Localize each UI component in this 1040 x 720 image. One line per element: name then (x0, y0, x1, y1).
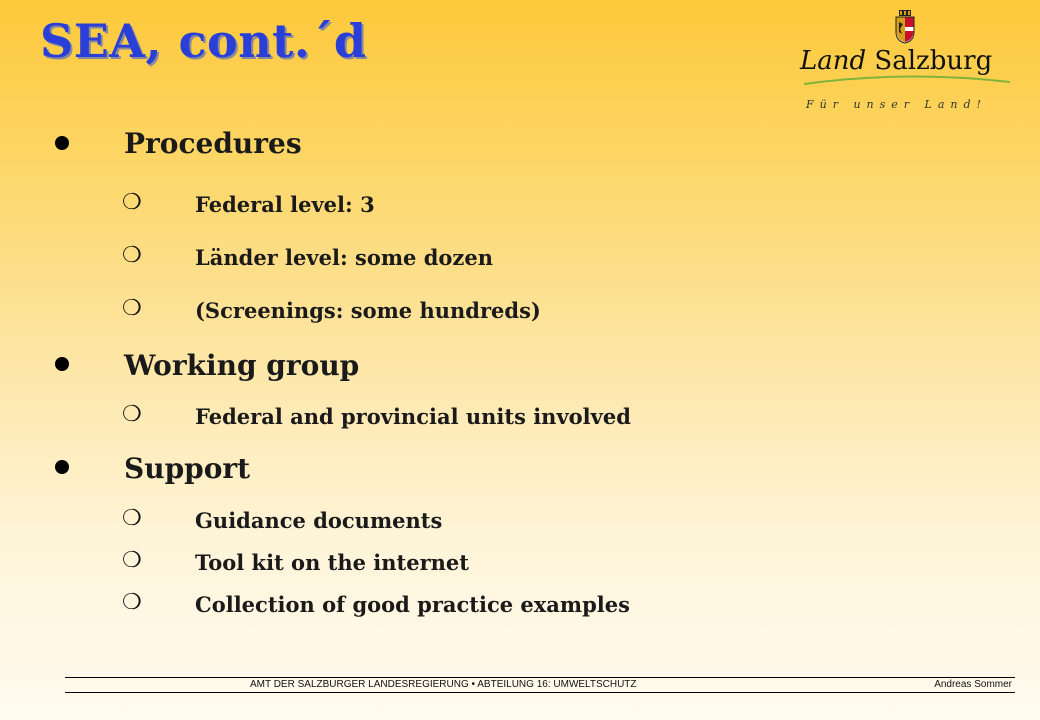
footer-author: Andreas Sommer (934, 679, 1012, 690)
section-heading-working-group: Working group (124, 349, 360, 382)
bullet-ring-icon: ❍ (122, 190, 142, 215)
bullet-dot-icon (55, 136, 69, 150)
logo-salzburg: Salzburg (874, 46, 993, 76)
logo-land: Land (800, 46, 867, 76)
bullet-ring-icon: ❍ (122, 243, 142, 268)
bullet-ring-icon: ❍ (122, 548, 142, 573)
slide-title: SEA, cont.´d (40, 14, 367, 68)
logo-slogan: Für unser Land! (806, 98, 987, 111)
bullet-dot-icon (55, 460, 69, 474)
section-heading-procedures: Procedures (124, 127, 302, 160)
list-item: Tool kit on the internet (195, 550, 469, 575)
bullet-ring-icon: ❍ (122, 296, 142, 321)
bullet-ring-icon: ❍ (122, 402, 142, 427)
section-heading-support: Support (124, 452, 251, 485)
list-item: Federal level: 3 (195, 192, 375, 217)
footer-divider (65, 692, 1015, 693)
list-item: Länder level: some dozen (195, 245, 493, 270)
list-item: Collection of good practice examples (195, 592, 630, 617)
bullet-dot-icon (55, 357, 69, 371)
footer-divider (65, 677, 1015, 678)
list-item: Federal and provincial units involved (195, 404, 631, 429)
bullet-ring-icon: ❍ (122, 590, 142, 615)
list-item: (Screenings: some hundreds) (195, 298, 541, 323)
bullet-ring-icon: ❍ (122, 506, 142, 531)
footer-department: AMT DER SALZBURGER LANDESREGIERUNG • ABTEILUNG 16: UMWELTSCHUTZ (250, 679, 637, 690)
list-item: Guidance documents (195, 508, 443, 533)
